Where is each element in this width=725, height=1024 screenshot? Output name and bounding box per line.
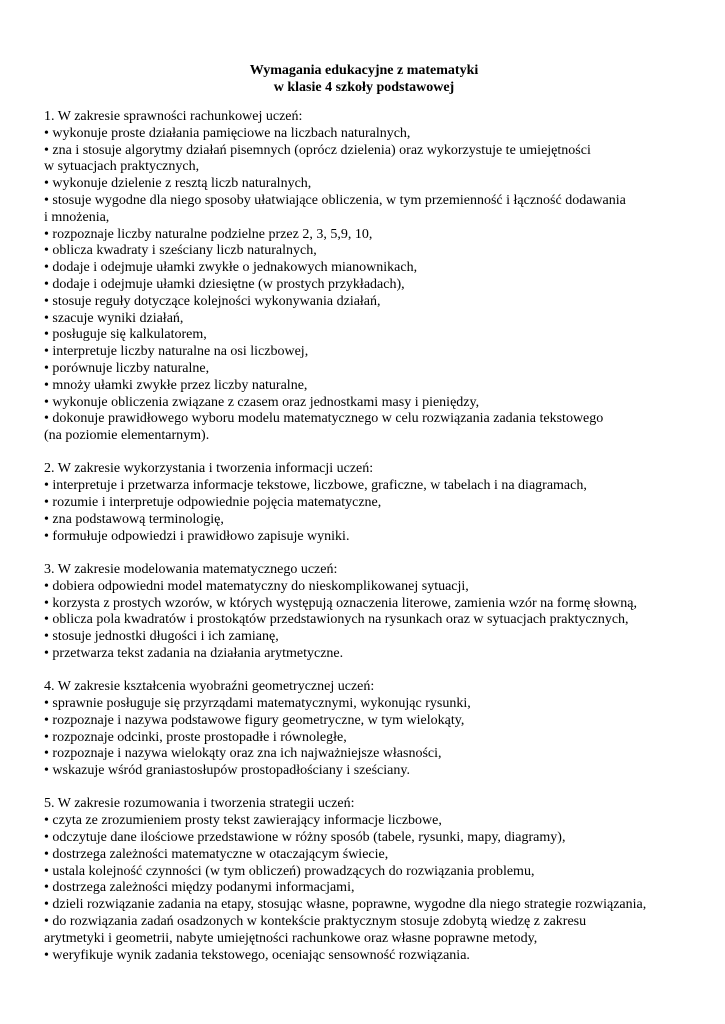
requirement-item [44,126,684,143]
requirement-text-line: • rozumie i interpretuje odpowiednie pojęcia matematyczne, [44,495,382,511]
requirement-text-line: i mnożenia, [44,209,110,225]
requirement-text-line: • szacuje wyniki działań, [44,310,184,326]
requirement-list [44,696,684,780]
requirement-item [44,830,684,847]
requirement-item [44,478,684,495]
requirement-item [44,311,684,328]
requirement-item [44,880,684,897]
requirement-item [44,143,684,177]
requirement-text-line: • dodaje i odejmuje ułamki dziesiętne (w prostych przykładach), [44,276,405,292]
requirement-item [44,411,684,445]
requirement-item [44,629,684,646]
requirement-text-line: • oblicza pola kwadratów i prostokątów przedstawionych na rysunkach oraz w sytuacjach praktycznych, [44,612,629,628]
requirement-text-line: (na poziomie elementarnym). [44,428,210,444]
requirement-text-line: • rozpoznaje i nazywa wielokąty oraz zna ich najważniejsze własności, [44,746,442,762]
requirement-text-line: • do rozwiązania zadań osadzonych w kontekście praktycznym stosuje zdobytą wiedzę z zakresu [44,914,587,930]
requirement-item [44,512,684,529]
requirement-item [44,864,684,881]
requirement-text-line: w sytuacjach praktycznych, [44,159,200,175]
requirement-item [44,746,684,763]
title-line-1: Wymagania edukacyjne z matematyki [249,63,479,78]
requirement-text-line: • interpretuje i przetwarza informacje tekstowe, liczbowe, graficzne, w tabelach i na diagramach, [44,478,587,494]
requirement-item [44,763,684,780]
requirement-text-line: • wskazuje wśród graniastosłupów prostopadłościany i sześciany. [44,763,410,779]
requirement-list [44,478,684,545]
requirement-text-line: • stosuje jednostki długości i ich zamianę, [44,629,279,645]
requirement-list [44,579,684,663]
section-4 [44,679,684,780]
requirement-text-line: • rozpoznaje liczby naturalne podzielne przez 2, 3, 5,9, 10, [44,226,373,242]
requirement-item [44,193,684,227]
requirement-text-line: • stosuje reguły dotyczące kolejności wykonywania działań, [44,293,381,309]
requirement-item [44,495,684,512]
requirement-text-line: • wykonuje obliczenia związane z czasem oraz jednostkami masy i pieniędzy, [44,394,480,410]
requirement-list [44,813,684,964]
requirement-item [44,227,684,244]
requirement-text-line: • mnoży ułamki zwykłe przez liczby naturalne, [44,377,308,393]
section-heading: 3. W zakresie modelowania matematycznego uczeń: [44,561,338,577]
requirement-item [44,813,684,830]
requirement-item [44,730,684,747]
requirement-text-line: • formułuje odpowiedzi i prawidłowo zapisuje wyniki. [44,528,350,544]
requirement-text-line: • dzieli rozwiązanie zadania na etapy, stosując własne, poprawne, wygodne dla niego strategie rozwiązania, [44,897,647,913]
requirement-text-line: • czyta ze zrozumieniem prosty tekst zawierający informacje liczbowe, [44,813,442,829]
document-title [44,62,684,96]
section-heading: 1. W zakresie sprawności rachunkowej uczeń: [44,109,303,124]
requirement-item [44,713,684,730]
requirement-item [44,395,684,412]
requirement-item [44,696,684,713]
requirement-text-line: • rozpoznaje odcinki, proste prostopadłe i równoległe, [44,729,347,745]
requirement-text-line: • stosuje wygodne dla niego sposoby ułatwiające obliczenia, w tym przemienność i łączność dodawania [44,192,626,208]
requirement-text-line: • zna i stosuje algorytmy działań pisemnych (oprócz dzielenia) oraz wykorzystuje te umiejętności [44,142,591,158]
requirement-item [44,612,684,629]
section-5 [44,796,684,964]
requirement-text-line: • weryfikuje wynik zadania tekstowego, oceniając sensowność rozwiązania. [44,947,470,963]
title-line-2: w klasie 4 szkoły podstawowej [273,80,455,95]
document-page [44,62,684,981]
requirement-item [44,176,684,193]
requirement-item [44,277,684,294]
requirement-item [44,596,684,613]
requirement-list [44,126,684,445]
requirement-text-line: • porównuje liczby naturalne, [44,360,210,376]
requirement-text-line: arytmetyki i geometrii, nabyte umiejętności rachunkowe oraz własne poprawne metody, [44,930,538,946]
requirement-text-line: • odczytuje dane ilościowe przedstawione w różny sposób (tabele, rysunki, mapy, diagramy), [44,830,566,846]
requirement-text-line: • przetwarza tekst zadania na działania arytmetyczne. [44,645,344,661]
requirement-text-line: • dostrzega zależności między podanymi informacjami, [44,880,355,896]
requirement-text-line: • rozpoznaje i nazywa podstawowe figury geometryczne, w tym wielokąty, [44,712,465,728]
requirement-item [44,344,684,361]
requirement-text-line: • sprawnie posługuje się przyrządami matematycznymi, wykonując rysunki, [44,696,471,711]
section-heading: 4. W zakresie kształcenia wyobraźni geometrycznej uczeń: [44,679,375,695]
requirement-text-line: • dokonuje prawidłowego wyboru modelu matematycznego w celu rozwiązania zadania tekstowego [44,411,604,427]
requirement-item [44,260,684,277]
requirement-item [44,294,684,311]
section-1 [44,109,684,445]
section-heading: 5. W zakresie rozumowania i tworzenia strategii uczeń: [44,796,355,812]
requirement-item [44,327,684,344]
requirement-item [44,914,684,948]
requirement-item [44,897,684,914]
requirement-text-line: • wykonuje proste działania pamięciowe na liczbach naturalnych, [44,125,411,141]
requirement-text-line: • dobiera odpowiedni model matematyczny do nieskomplikowanej sytuacji, [44,578,469,594]
requirement-item [44,361,684,378]
requirement-text-line: • zna podstawową terminologię, [44,511,224,527]
requirement-text-line: • ustala kolejność czynności (w tym obliczeń) prowadzących do rozwiązania problemu, [44,863,535,879]
requirement-item [44,646,684,663]
requirement-item [44,243,684,260]
requirement-item [44,847,684,864]
requirement-text-line: • dodaje i odejmuje ułamki zwykłe o jednakowych mianownikach, [44,260,418,276]
requirement-text-line: • dostrzega zależności matematyczne w otaczającym świecie, [44,846,389,862]
requirement-text-line: • wykonuje dzielenie z resztą liczb naturalnych, [44,176,312,192]
requirement-item [44,948,684,965]
requirement-item [44,529,684,546]
section-heading: 2. W zakresie wykorzystania i tworzenia informacji uczeń: [44,461,374,477]
requirement-text-line: • oblicza kwadraty i sześciany liczb naturalnych, [44,243,317,259]
requirement-text-line: • posługuje się kalkulatorem, [44,327,207,343]
requirement-item [44,378,684,395]
requirements-sections [44,109,684,964]
section-2 [44,461,684,545]
requirement-item [44,579,684,596]
requirement-text-line: • korzysta z prostych wzorów, w których występują oznaczenia literowe, zamienia wzór na formę słowną, [44,595,637,611]
section-3 [44,562,684,663]
requirement-text-line: • interpretuje liczby naturalne na osi liczbowej, [44,344,309,360]
